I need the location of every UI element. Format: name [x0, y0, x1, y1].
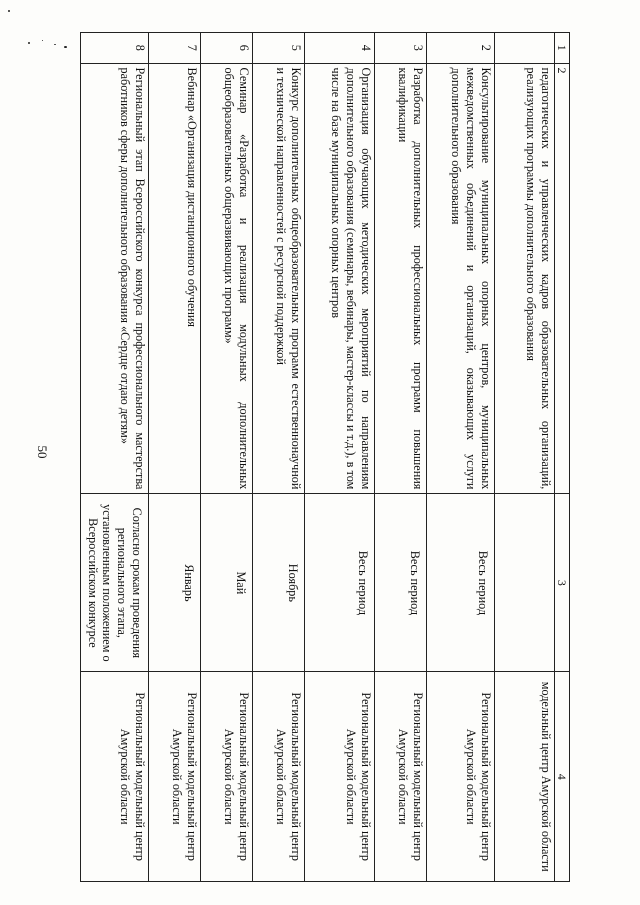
- responsible-cell: Региональный модельный центр Амурской области: [149, 672, 201, 882]
- period-cell: Согласно срокам проведения регионального этапа, установленным положением о Всероссийском конкурсе: [81, 494, 149, 672]
- row-number: 6: [201, 33, 253, 64]
- table-row: [81, 33, 149, 882]
- row-number: 5: [253, 33, 305, 64]
- row-number: 2: [427, 33, 495, 64]
- responsible-cell: Региональный модельный центр Амурской области: [427, 672, 495, 882]
- event-cell: Разработка дополнительных профессиональных программ повышения квалификации: [375, 63, 427, 494]
- header-col-4: 4: [555, 672, 570, 882]
- responsible-cell: Региональный модельный центр Амурской области: [81, 672, 149, 882]
- row-number: [495, 33, 555, 64]
- header-col-3: 3: [555, 494, 570, 672]
- responsible-cell: Региональный модельный центр Амурской области: [253, 672, 305, 882]
- table-row: [427, 33, 495, 882]
- period-cell: Май: [201, 494, 253, 672]
- period-cell: Весь период: [305, 494, 375, 672]
- header-col-2: 2: [555, 63, 570, 494]
- row-number: 8: [81, 33, 149, 64]
- period-cell: Весь период: [375, 494, 427, 672]
- row-number: 4: [305, 33, 375, 64]
- table-row: [253, 33, 305, 882]
- table-row: [375, 33, 427, 882]
- responsible-cell: Региональный модельный центр Амурской области: [375, 672, 427, 882]
- header-col-1: 1: [555, 33, 570, 64]
- event-cell: педагогических и управленческих кадров образовательных организаций, реализующих программы дополнительного образования: [495, 63, 555, 494]
- period-cell: Январь: [149, 494, 201, 672]
- event-cell: Консультирование муниципальных опорных центров, муниципальных межведомственных объединений и организаций, оказывающих услуги дополнительного образования: [427, 63, 495, 494]
- period-cell: [495, 494, 555, 672]
- responsible-cell: Региональный модельный центр Амурской области: [201, 672, 253, 882]
- row-number: 3: [375, 33, 427, 64]
- period-cell: Ноябрь: [253, 494, 305, 672]
- event-cell: Региональный этап Всероссийского конкурса профессионального мастерства работников сферы дополнительного образования «Сердце отдаю детям»: [81, 63, 149, 494]
- period-cell: Весь период: [427, 494, 495, 672]
- event-cell: Организация обучающих методических мероприятий по направлениям дополнительного образования (семинары, вебинары, мастер-классы и т.д.), в том числе на базе муниципальных опорных центров: [305, 63, 375, 494]
- plan-table: [80, 32, 570, 882]
- responsible-cell: Региональный модельный центр Амурской области: [305, 672, 375, 882]
- table-row: [495, 33, 555, 882]
- event-cell: Вебинар «Организация дистанционного обучения: [149, 63, 201, 494]
- table-row: [201, 33, 253, 882]
- event-cell: Конкурс дополнительных общеобразовательных программ естественнонаучной и технической направленностей с ресурсной поддержкой: [253, 63, 305, 494]
- header-row: [555, 33, 570, 882]
- table-row: [305, 33, 375, 882]
- event-cell: Семинар «Разработка и реализация модульных дополнительных общеобразовательных общеразвивающих программ»: [201, 63, 253, 494]
- row-number: 7: [149, 33, 201, 64]
- table-row: [149, 33, 201, 882]
- responsible-cell: модельный центр Амурской области: [495, 672, 555, 882]
- page-number: 50: [35, 445, 50, 459]
- plan-table-rotated: [85, 32, 570, 882]
